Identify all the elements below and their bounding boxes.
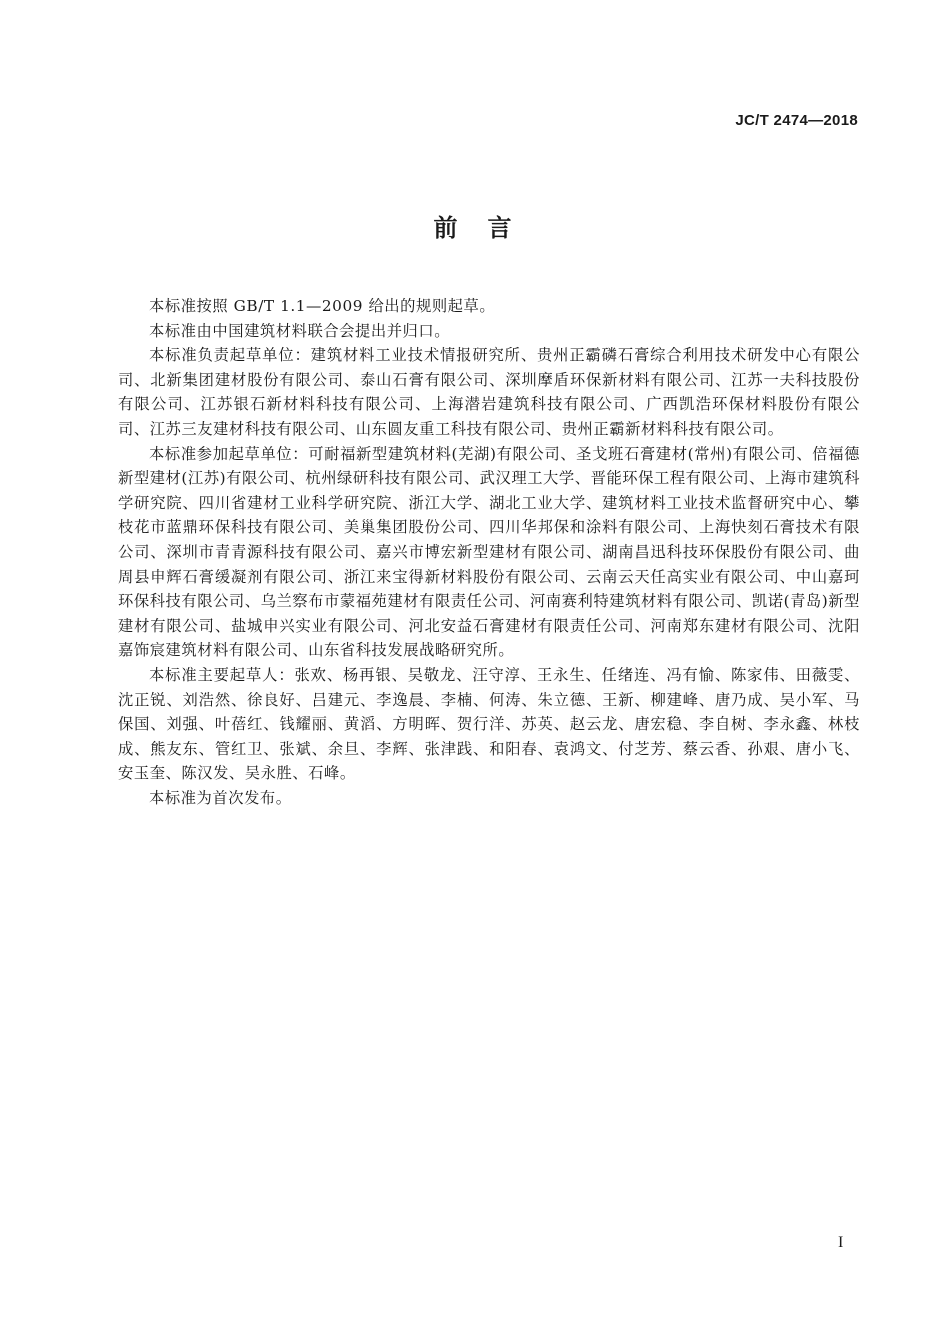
document-body: [118, 294, 860, 810]
paragraph-proposer: 本标准由中国建筑材料联合会提出并归口。: [149, 321, 451, 340]
page-number: I: [838, 1234, 844, 1251]
paragraph-participating-drafters: 本标准参加起草单位：可耐福新型建筑材料(芜湖)有限公司、圣戈班石膏建材(常州)有限公司、倍福德新型建材(江苏)有限公司、杭州绿研科技有限公司、武汉理工大学、晋能环保工程有限公司、上海市建筑科学研究院、四川省建材工业科学研究院、浙江大学、湖北工业大学、建筑材料工业技术监督研究中心、攀枝花市蓝鼎环保科技有限公司、美巢集团股份公司、四川华邦保和涂料有限公司、上海快刻石膏技术有限公司、深圳市青青源科技有限公司、嘉兴市博宏新型建材有限公司、湖南昌迅科技环保股份有限公司、曲周县申辉石膏缓凝剂有限公司、浙江来宝得新材料股份有限公司、云南云天任高实业有限公司、中山嘉珂环保科技有限公司、乌兰察布市蒙福苑建材有限责任公司、河南赛利特建筑材料有限公司、凯诺(青岛)新型建材有限公司、盐城申兴实业有限公司、河北安益石膏建材有限责任公司、河南郑东建材有限公司、沈阳嘉饰宸建筑材料有限公司、山东省科技发展战略研究所。: [118, 444, 860, 660]
standard-code: JC/T 2474—2018: [735, 112, 858, 129]
paragraph-drafting-rules: 本标准按照 GB/T 1.1—2009 给出的规则起草。: [149, 297, 496, 315]
paragraph-main-drafters: 本标准主要起草人：张欢、杨再银、吴敬龙、汪守淳、王永生、任绪连、冯有愉、陈家伟、田薇雯、沈正锐、刘浩然、徐良好、吕建元、李逸晨、李楠、何涛、朱立德、王新、柳建峰、唐乃成、吴小军、马保国、刘强、叶蓓红、钱耀丽、黄滔、方明晖、贺行洋、苏英、赵云龙、唐宏稳、李自树、李永鑫、林枝成、熊友东、管红卫、张斌、余旦、李辉、张津践、和阳春、袁鸿文、付芝芳、蔡云香、孙艰、唐小飞、安玉奎、陈汉发、吴永胜、石峰。: [118, 665, 860, 783]
page-title: 前言: [433, 214, 542, 242]
paragraph-lead-drafters: 本标准负责起草单位：建筑材料工业技术情报研究所、贵州正霸磷石膏综合利用技术研发中心有限公司、北新集团建材股份有限公司、泰山石膏有限公司、深圳摩盾环保新材料有限公司、江苏一夫科技股份有限公司、江苏银石新材料科技有限公司、上海潜岩建筑科技有限公司、广西凯浩环保材料股份有限公司、江苏三友建材科技有限公司、山东圆友重工科技有限公司、贵州正霸新材料科技有限公司。: [118, 346, 860, 438]
paragraph-first-release: 本标准为首次发布。: [149, 788, 292, 807]
